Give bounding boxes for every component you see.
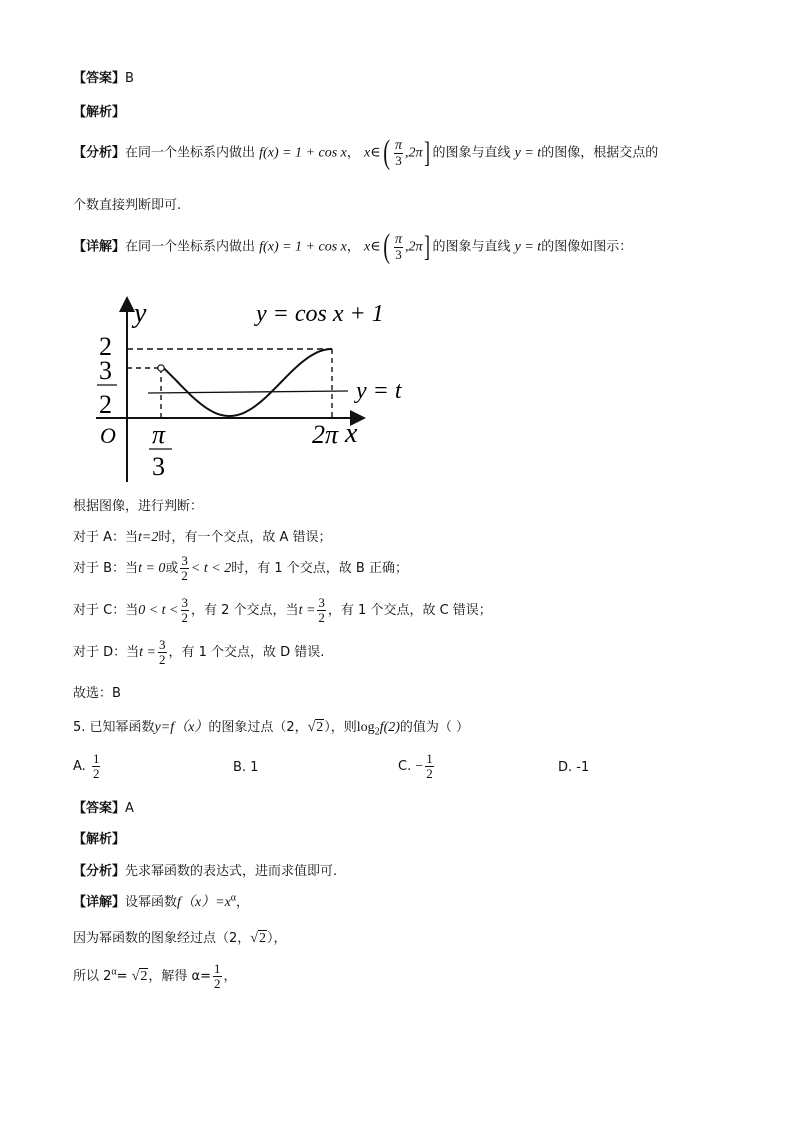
analysis-tag: 【解析】	[73, 105, 126, 120]
option-a-judge: 对于 A：当t=2时，有一个交点，故 A 错误；	[73, 530, 332, 545]
analysis-tag-q5: 【解析】	[73, 832, 126, 847]
option-c: C. − $\frac{1}{2}$	[398, 751, 433, 781]
so-line: 所以 $2^\alpha= √2$，解得 α= $\frac{1}{2}$ ，	[73, 961, 237, 991]
q5-stem: 5. 已知幂函数y=f（x）的图象过点（2，√2），则$\log_2f(2)$的值为（ ）	[73, 720, 470, 738]
tick-3: 3	[99, 356, 112, 385]
frac-pi-3-b: $\frac{\pi}{3}$	[394, 231, 402, 262]
cos-curve	[161, 349, 332, 416]
open-paren: (	[382, 134, 390, 171]
answer-line-q5: 【答案】A	[73, 801, 134, 816]
fenxi-mid: 的图象与直线	[432, 145, 511, 161]
fenxi-tag: 【分析】	[73, 145, 126, 161]
domain-x: x	[364, 145, 371, 161]
tick-pi: π	[152, 420, 166, 449]
because-line: 因为幂函数的图象经过点（2，√2），	[73, 931, 287, 946]
line-label: y = t	[356, 378, 402, 404]
xiangjie-line-q4: 【详解】在同一个坐标系内做出 f(x) = 1 + cos x， x∈( $\frac{\pi}{3}$ ,2π] 的图象与直线 y = t的图像如图示：	[73, 228, 633, 265]
in-symbol: ∈	[370, 145, 381, 161]
choose-line: 故选：B	[73, 686, 121, 701]
open-point	[158, 365, 164, 371]
option-b-judge: 对于 B：当t = 0或 $\frac{3}{2}$ < t < 2时，有 1 个交点，故 B 正确；	[73, 553, 408, 583]
line-y-t	[148, 391, 348, 393]
y-axis-label: y	[134, 298, 147, 329]
answer-value: B	[125, 71, 134, 86]
option-d-judge: 对于 D：当t = $\frac{3}{2}$ ，有 1 个交点，故 D 错误.	[73, 637, 325, 667]
frac-pi-3: $\frac{\pi}{3}$	[394, 137, 402, 168]
func-expr: f(x) = 1 + cos x	[259, 145, 347, 161]
fenxi-pre: 在同一个坐标系内做出	[125, 145, 256, 161]
option-b: B. 1	[233, 760, 259, 775]
two-pi: 2π	[408, 145, 423, 161]
tick-2: 2	[99, 332, 112, 361]
x-axis-label: x	[345, 418, 358, 449]
tick-2pi: 2π	[312, 420, 339, 449]
line-eq: y = t	[514, 145, 542, 161]
fenxi-line-q5: 【分析】先求幂函数的表达式，进而求值即可.	[73, 864, 338, 879]
curve-label: y = cos x + 1	[256, 301, 384, 327]
option-d: D. -1	[558, 760, 590, 775]
option-a: A. $\frac{1}{2}$	[73, 751, 100, 781]
judge-line: 根据图像，进行判断：	[73, 499, 204, 514]
answer-tag: 【答案】	[73, 71, 126, 86]
option-c-judge: 对于 C：当0 < t < $\frac{3}{2}$ ，有 2 个交点，当t = $\frac{3}{2}$ ，有 1 个交点，故 C 错误；	[73, 595, 492, 625]
close-bracket: ]	[424, 136, 431, 169]
fenxi-post: 的图像，根据交点的	[541, 145, 659, 161]
xiangjie-line-q5: 【详解】设幂函数$f(x)=x^\alpha$，	[73, 892, 250, 910]
answer-line-q4	[73, 67, 134, 86]
fenxi-line-q4: 【分析】在同一个坐标系内做出 f(x) = 1 + cos x， x∈( $\frac{\pi}{3}$ ,2π] 的图象与直线 y = t的图像，根据交点的	[73, 134, 659, 171]
origin-label: O	[100, 423, 116, 448]
xiangjie-tag: 【详解】	[73, 239, 126, 255]
tick-pi-den: 3	[152, 452, 165, 481]
tick-2b: 2	[99, 390, 112, 419]
fenxi-line2: 个数直接判断即可.	[73, 198, 182, 213]
xiangjie-post: 的图像如图示：	[541, 239, 633, 255]
